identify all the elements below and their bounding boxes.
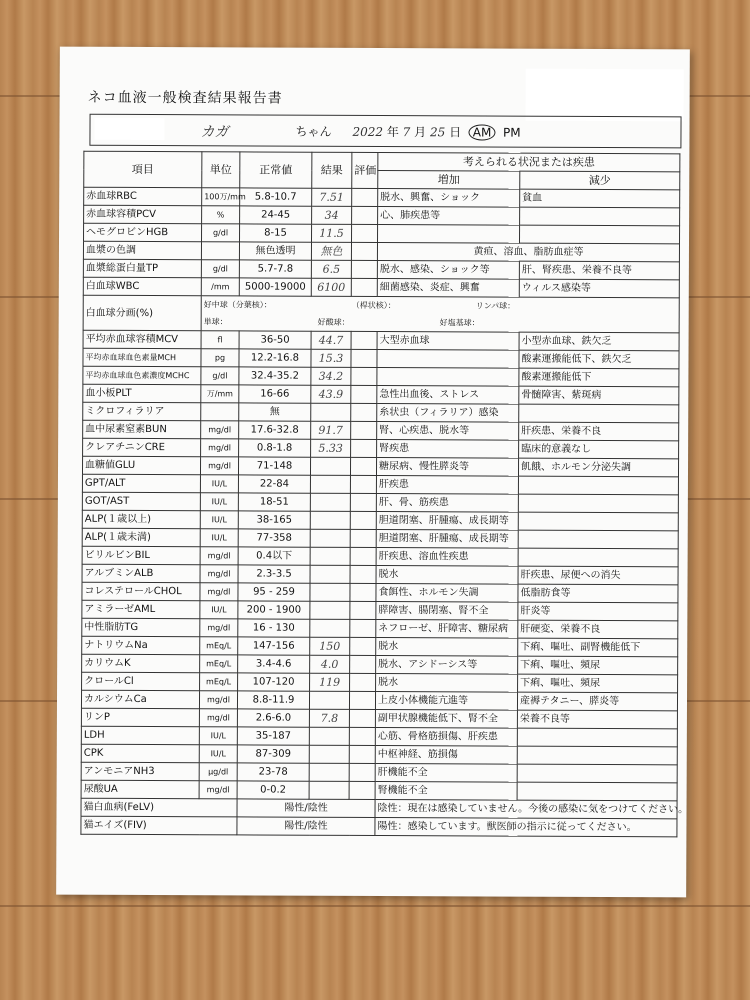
row-normal: 32.4-35.2 xyxy=(239,367,311,385)
row-decrease: 酸素運搬能低下 xyxy=(519,368,679,387)
row-decrease: 肝硬変、栄養不良 xyxy=(518,620,678,639)
wood-seam xyxy=(0,905,750,907)
row-eval xyxy=(351,421,377,439)
row-increase: 急性出血後、ストレス xyxy=(377,386,519,405)
pet-name: カガ xyxy=(200,124,229,141)
patient-header xyxy=(89,114,681,149)
differential-band: （桿状核）： xyxy=(351,300,396,311)
row-item: 血漿総蛋白量TP xyxy=(83,259,201,278)
header-eval: 評価 xyxy=(352,152,378,188)
row-eval xyxy=(350,493,376,511)
differential-line-1 xyxy=(204,296,677,315)
row-result xyxy=(310,511,350,529)
row-eval xyxy=(351,367,377,385)
row-normal: 77-358 xyxy=(238,529,310,547)
row-unit: IU/L xyxy=(200,475,238,493)
row-result: 44.7 xyxy=(311,331,351,349)
row-item: CPK xyxy=(81,744,199,763)
row-item: カリウムK xyxy=(82,654,200,673)
row-result xyxy=(309,745,349,763)
row-unit: IU/L xyxy=(200,493,238,511)
header-increase: 増加 xyxy=(378,171,520,190)
row-decrease: 低脂肪食等 xyxy=(518,584,678,603)
row-item: 赤血球RBC xyxy=(84,187,202,206)
row-item: 尿酸UA xyxy=(81,780,199,799)
row-result xyxy=(309,727,349,745)
row-result xyxy=(310,529,350,547)
differential-mono: 単球： xyxy=(203,317,228,327)
row-unit xyxy=(201,403,239,421)
row-increase: 肝疾患、溶血性疾患 xyxy=(376,548,518,567)
row-decrease xyxy=(518,512,678,531)
row-eval xyxy=(350,619,376,637)
date-year-suffix: 年 xyxy=(386,125,399,140)
differential-lymph: リンパ球： xyxy=(475,301,516,311)
differential-values xyxy=(201,296,679,333)
row-decrease xyxy=(517,764,677,783)
row-normal: 18-51 xyxy=(238,493,310,511)
row-decrease: 肝炎等 xyxy=(518,602,678,621)
row-normal: 200 - 1900 xyxy=(238,601,310,619)
row-item: 血中尿素窒素BUN xyxy=(83,420,201,439)
row-eval xyxy=(352,224,378,242)
row-normal: 無色透明 xyxy=(239,242,311,260)
row-decrease xyxy=(520,207,680,226)
row-normal: 0-0.2 xyxy=(237,781,309,799)
row-decrease: 飢餓、ホルモン分泌失調 xyxy=(518,458,678,477)
row-increase: 心、肺疾患等 xyxy=(378,207,520,226)
row-increase: 大型赤血球 xyxy=(377,332,519,351)
row-item: 血漿の色調 xyxy=(83,241,201,260)
row-increase: 胆道閉塞、肝腫瘍、成長期等 xyxy=(376,512,518,531)
row-increase xyxy=(378,225,520,244)
row-normal: 87-309 xyxy=(237,745,309,763)
table-row xyxy=(83,366,679,387)
row-item: ナトリウムNa xyxy=(82,636,200,655)
row-item: 平均赤血球血色素量MCH xyxy=(83,348,201,367)
row-eval xyxy=(351,242,377,260)
row-result xyxy=(310,601,350,619)
row-normal: 5.7-7.8 xyxy=(239,260,311,278)
row-decrease: 臨床的意義なし xyxy=(519,440,679,459)
row-eval xyxy=(351,349,377,367)
results-table xyxy=(80,151,689,838)
row-unit: mg/dl xyxy=(200,547,238,565)
row-result xyxy=(311,403,351,421)
row-eval xyxy=(351,331,377,349)
row-result: 4.0 xyxy=(310,655,350,673)
row-result xyxy=(309,781,349,799)
virus-normal: 陽性/陰性 xyxy=(237,817,375,836)
row-item: 中性脂肪TG xyxy=(82,618,200,637)
row-decrease xyxy=(518,548,678,567)
row-normal: 8-15 xyxy=(240,224,312,242)
row-increase: 糖尿病、慢性膵炎等 xyxy=(376,458,518,477)
row-result: 91.7 xyxy=(311,421,351,439)
row-item: GPT/ALT xyxy=(82,474,200,493)
row-eval xyxy=(351,439,377,457)
row-increase: 腎機能不全 xyxy=(375,782,517,801)
row-unit: mEq/L xyxy=(200,655,238,673)
row-normal: 95 - 259 xyxy=(238,583,310,601)
header-result: 結果 xyxy=(312,152,352,188)
table-row xyxy=(83,330,679,351)
header-conditions: 考えられる状況または疾患 xyxy=(378,153,680,172)
row-item: LDH xyxy=(81,726,199,745)
differential-line-2 xyxy=(204,313,677,332)
row-result xyxy=(310,493,350,511)
header-normal: 正常値 xyxy=(240,152,312,188)
row-result: 6.5 xyxy=(311,260,351,278)
row-increase: 肝疾患 xyxy=(376,476,518,495)
row-eval xyxy=(349,745,375,763)
row-item: クレアチニンCRE xyxy=(83,438,201,457)
header-unit: 単位 xyxy=(202,152,240,188)
results-body xyxy=(81,187,689,837)
row-item: 白血球WBC xyxy=(83,277,201,296)
row-item: 平均赤血球容積MCV xyxy=(83,330,201,349)
row-decrease xyxy=(520,225,680,244)
row-decrease xyxy=(517,782,677,801)
row-unit: /mm xyxy=(201,278,239,296)
row-increase: 副甲状腺機能低下、腎不全 xyxy=(375,710,517,729)
row-unit: mEq/L xyxy=(200,673,238,691)
row-eval xyxy=(351,403,377,421)
row-unit: pg xyxy=(201,349,239,367)
row-item: リンP xyxy=(81,708,199,727)
redaction-box xyxy=(526,69,684,122)
row-item: コレステロールCHOL xyxy=(82,582,200,601)
row-unit: 100万/mm xyxy=(202,188,240,206)
row-increase: 脱水 xyxy=(376,566,518,585)
row-decrease: 酸素運搬能低下、鉄欠乏 xyxy=(519,350,679,369)
row-normal: 23-78 xyxy=(237,763,309,781)
date xyxy=(352,123,520,141)
virus-item: 猫エイズ(FIV) xyxy=(81,816,237,835)
row-normal: 36-50 xyxy=(239,331,311,349)
row-result xyxy=(309,763,349,781)
row-item: 血糖値GLU xyxy=(82,456,200,475)
row-decrease: 肝疾患、栄養不良 xyxy=(519,422,679,441)
row-unit: mg/dl xyxy=(201,421,239,439)
row-increase: 肝機能不全 xyxy=(375,764,517,783)
row-increase: 胆道閉塞、肝腫瘍、成長期等 xyxy=(376,530,518,549)
row-unit: IU/L xyxy=(199,727,237,745)
row-normal: 無 xyxy=(239,403,311,421)
row-result xyxy=(310,547,350,565)
row-result xyxy=(310,565,350,583)
row-normal: 17.6-32.8 xyxy=(239,421,311,439)
differential-row xyxy=(83,295,679,333)
row-increase: 肝、骨、筋疾患 xyxy=(376,494,518,513)
virus-row xyxy=(81,816,677,837)
row-eval xyxy=(350,547,376,565)
row-eval xyxy=(349,691,375,709)
row-result: 34.2 xyxy=(311,367,351,385)
row-normal: 5.8-10.7 xyxy=(240,188,312,206)
row-eval xyxy=(350,655,376,673)
row-item: ビリルビンBIL xyxy=(82,546,200,565)
row-result xyxy=(309,691,349,709)
row-unit: mg/dl xyxy=(200,619,238,637)
row-unit: mg/dl xyxy=(199,709,237,727)
date-year: 2022 xyxy=(352,124,384,140)
row-result: 11.5 xyxy=(312,224,352,242)
virus-item: 猫白血病(FeLV) xyxy=(81,798,237,817)
row-normal: 35-187 xyxy=(237,727,309,745)
row-item: ALP(１歳以上) xyxy=(82,510,200,529)
row-conditions: 黄疸、溶血、脂肪血症等 xyxy=(377,243,679,262)
row-eval xyxy=(350,475,376,493)
virus-normal: 陽性/陰性 xyxy=(237,799,375,818)
row-increase: 脱水、アシドーシス等 xyxy=(376,656,518,675)
row-item: ALP(１歳未満) xyxy=(82,528,200,547)
date-month: 7 xyxy=(402,125,411,140)
row-decrease: 下痢、嘔吐、副腎機能低下 xyxy=(518,638,678,657)
row-unit: mg/dl xyxy=(200,565,238,583)
row-eval xyxy=(350,565,376,583)
row-decrease xyxy=(518,530,678,549)
row-unit: IU/L xyxy=(199,745,237,763)
row-increase: 腎疾患 xyxy=(377,440,519,459)
row-item: GOT/AST xyxy=(82,492,200,511)
row-normal: 16-66 xyxy=(239,385,311,403)
row-decrease xyxy=(517,728,677,747)
row-increase: 膵障害、腸閉塞、腎不全 xyxy=(376,602,518,621)
row-unit: g/dl xyxy=(202,224,240,242)
differential-baso: 好塩基球： xyxy=(439,318,480,328)
row-increase: ネフローゼ、肝障害、糖尿病 xyxy=(376,620,518,639)
virus-note: 陰性：現在は感染していません。今後の感染に気をつけてください。 xyxy=(375,800,677,819)
row-unit: mg/dl xyxy=(200,583,238,601)
row-item: 血小板PLT xyxy=(83,384,201,403)
row-decrease: 肝、腎疾患、栄養不良等 xyxy=(519,261,679,280)
row-unit: μg/dl xyxy=(199,763,237,781)
row-increase: 細菌感染、炎症、興奮 xyxy=(377,279,519,298)
row-result: 7.8 xyxy=(309,709,349,727)
row-eval xyxy=(350,673,376,691)
virus-note: 陽性：感染しています。獣医師の指示に従ってください。 xyxy=(375,818,677,837)
table-row xyxy=(82,582,678,603)
row-increase: 糸状虫（フィラリア）感染 xyxy=(377,404,519,423)
row-result xyxy=(310,475,350,493)
honorific: ちゃん xyxy=(295,124,332,139)
row-unit: mg/dl xyxy=(199,691,237,709)
report-sheet xyxy=(56,47,690,898)
row-eval xyxy=(350,601,376,619)
row-normal: 5000-19000 xyxy=(239,278,311,296)
row-normal: 12.2-16.8 xyxy=(239,349,311,367)
row-normal: 3.4-4.6 xyxy=(238,655,310,673)
row-eval xyxy=(349,709,375,727)
row-normal: 8.8-11.9 xyxy=(237,691,309,709)
row-increase: 脱水 xyxy=(376,638,518,657)
pm-marker: PM xyxy=(502,125,521,140)
row-item: カルシウムCa xyxy=(81,690,199,709)
row-normal: 38-165 xyxy=(238,511,310,529)
row-unit: g/dl xyxy=(201,260,239,278)
row-item: 平均赤血球血色素濃度MCHC xyxy=(83,366,201,385)
differential-neutrophil: 好中球（分葉核）： xyxy=(203,300,272,310)
row-normal: 0.8-1.8 xyxy=(239,439,311,457)
row-result: 15.3 xyxy=(311,349,351,367)
row-decrease: 貧血 xyxy=(520,189,680,208)
row-unit: mg/dl xyxy=(201,439,239,457)
row-increase: 心筋、骨格筋損傷、肝疾患 xyxy=(375,728,517,747)
row-unit: fl xyxy=(201,331,239,349)
row-result: 150 xyxy=(310,637,350,655)
date-day-suffix: 日 xyxy=(449,125,462,140)
row-eval xyxy=(350,637,376,655)
row-increase: 脱水、興奮、ショック xyxy=(378,189,520,208)
row-unit xyxy=(201,242,239,260)
row-result: 6100 xyxy=(311,278,351,296)
table-row xyxy=(83,348,679,369)
row-result xyxy=(310,457,350,475)
row-increase: 脱水 xyxy=(376,674,518,693)
row-unit: g/dl xyxy=(201,367,239,385)
row-normal: 0.4以下 xyxy=(238,547,310,565)
am-marker: AM xyxy=(469,124,496,140)
row-normal: 2.6-6.0 xyxy=(237,709,309,727)
row-normal: 71-148 xyxy=(238,457,310,475)
row-eval xyxy=(349,763,375,781)
row-normal: 2.3-3.5 xyxy=(238,565,310,583)
row-item: クロールCl xyxy=(82,672,200,691)
row-normal: 22-84 xyxy=(238,475,310,493)
row-decrease xyxy=(519,404,679,423)
row-item: ミクロフィラリア xyxy=(83,402,201,421)
row-increase: 脱水、感染、ショック等 xyxy=(377,261,519,280)
row-decrease xyxy=(518,476,678,495)
row-decrease: 骨髄障害、紫斑病 xyxy=(519,386,679,405)
row-unit: 万/mm xyxy=(201,385,239,403)
row-item: 赤血球容積PCV xyxy=(84,205,202,224)
row-normal: 107-120 xyxy=(238,673,310,691)
date-month-suffix: 月 xyxy=(414,125,427,140)
row-unit: mg/dl xyxy=(200,457,238,475)
report-title: ネコ血液一般検査結果報告書 xyxy=(87,89,283,107)
row-result: 無色 xyxy=(311,242,351,260)
row-decrease: 産褥テタニー、膵炎等 xyxy=(517,692,677,711)
row-eval xyxy=(352,206,378,224)
row-result: 119 xyxy=(310,673,350,691)
row-result: 34 xyxy=(312,206,352,224)
row-eval xyxy=(350,457,376,475)
row-result: 7.51 xyxy=(312,188,352,206)
row-unit: mg/dl xyxy=(199,781,237,799)
row-eval xyxy=(351,278,377,296)
row-unit: IU/L xyxy=(200,511,238,529)
row-normal: 16 - 130 xyxy=(238,619,310,637)
redaction-box xyxy=(94,118,164,140)
date-day: 25 xyxy=(429,125,446,140)
row-normal: 147-156 xyxy=(238,637,310,655)
row-unit: % xyxy=(202,206,240,224)
row-increase xyxy=(377,368,519,387)
row-item: ヘモグロビンHGB xyxy=(84,223,202,242)
row-increase: 上皮小体機能亢進等 xyxy=(375,692,517,711)
row-increase xyxy=(377,350,519,369)
row-unit: IU/L xyxy=(200,601,238,619)
row-unit: mEq/L xyxy=(200,637,238,655)
row-increase: 食餌性、ホルモン失調 xyxy=(376,584,518,603)
row-eval xyxy=(350,583,376,601)
header-item: 項目 xyxy=(84,151,202,188)
row-result xyxy=(310,619,350,637)
row-increase: 中枢神経、筋損傷 xyxy=(375,746,517,765)
row-decrease: 小型赤血球、鉄欠乏 xyxy=(519,332,679,351)
row-unit: IU/L xyxy=(200,529,238,547)
row-eval xyxy=(350,529,376,547)
row-eval xyxy=(352,188,378,206)
header-decrease: 減少 xyxy=(520,171,680,190)
row-item: アミラーゼAML xyxy=(82,600,200,619)
row-decrease: ウィルス感染等 xyxy=(519,279,679,298)
row-eval xyxy=(351,260,377,278)
row-eval xyxy=(349,727,375,745)
row-result: 43.9 xyxy=(311,385,351,403)
row-decrease xyxy=(518,494,678,513)
row-decrease: 下痢、嘔吐、頻尿 xyxy=(518,656,678,675)
row-increase: 腎、心疾患、脱水等 xyxy=(377,422,519,441)
row-decrease: 肝疾患、尿便への消失 xyxy=(518,566,678,585)
row-decrease: 栄養不良等 xyxy=(517,710,677,729)
row-result xyxy=(310,583,350,601)
row-normal: 24-45 xyxy=(240,206,312,224)
differential-eos: 好酸球： xyxy=(317,317,350,327)
differential-label: 白血球分画(%) xyxy=(83,295,201,331)
row-eval xyxy=(351,385,377,403)
row-item: アルブミンALB xyxy=(82,564,200,583)
row-eval xyxy=(350,511,376,529)
row-item: アンモニアNH3 xyxy=(81,762,199,781)
row-eval xyxy=(349,781,375,799)
row-result: 5.33 xyxy=(311,439,351,457)
row-decrease xyxy=(517,746,677,765)
row-decrease: 下痢、嘔吐、頻尿 xyxy=(518,674,678,693)
